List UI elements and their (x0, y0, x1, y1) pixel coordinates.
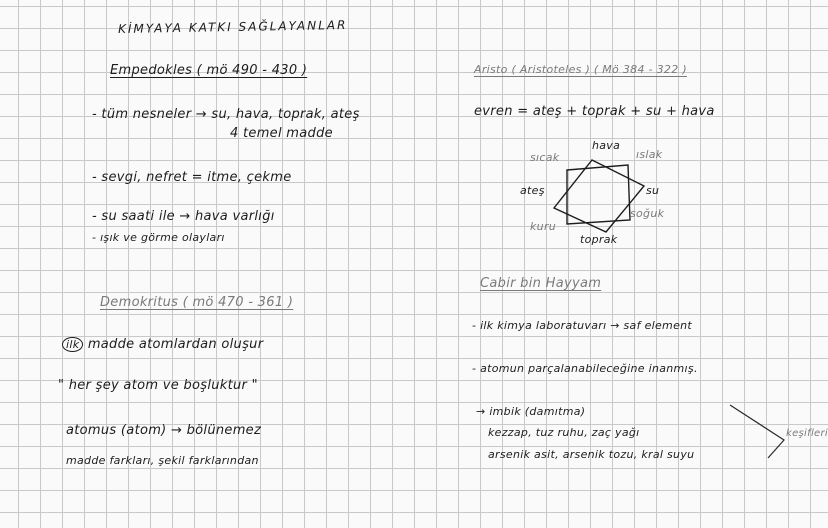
diagram-bottom-right: soğuk (630, 207, 665, 220)
cabir-line-3: → imbik (damıtma) (476, 405, 586, 418)
diagram-bottom: toprak (580, 233, 618, 246)
empedokles-line-1: - tüm nesneler → su, hava, toprak, ateş (92, 107, 360, 122)
diagram-left: ateş (520, 184, 545, 197)
page-title: KİMYAYA KATKI SAĞLAYANLAR (117, 17, 348, 37)
diagram-right: su (646, 184, 660, 197)
cabir-line-5: arsenik asit, arsenik tozu, kral suyu (488, 448, 695, 461)
annotation-label: keşifleri (786, 428, 828, 439)
diagram-top: hava (592, 139, 621, 152)
diagram-top-left: sıcak (530, 151, 560, 164)
empedokles-line-2: 4 temel madde (230, 126, 333, 141)
aristo-heading: Aristo ( Aristoteles ) ( Mö 384 - 322 ) (474, 63, 687, 76)
aristo-formula: evren = ateş + toprak + su + hava (474, 104, 715, 119)
demokritus-line-1-text: madde atomlardan oluşur (87, 337, 264, 352)
diagram-top-right: ıslak (636, 148, 663, 161)
empedokles-line-5: - ışık ve görme olayları (92, 231, 225, 244)
cabir-heading: Cabir bin Hayyam (480, 276, 602, 291)
demokritus-line-3: atomus (atom) → bölünemez (66, 423, 262, 438)
empedokles-line-3: - sevgi, nefret = itme, çekme (92, 170, 292, 185)
demokritus-line-4: madde farkları, şekil farklarından (66, 454, 259, 467)
demokritus-line-2: " her şey atom ve boşluktur " (58, 378, 258, 393)
diagram-bottom-left: kuru (530, 220, 557, 233)
cabir-line-1: - ilk kimya laboratuvarı → saf element (472, 319, 693, 332)
empedokles-line-4: - su saati ile → hava varlığı (92, 209, 275, 224)
bracket-arrow-icon (730, 405, 784, 458)
cabir-line-4: kezzap, tuz ruhu, zaç yağı (488, 426, 640, 439)
empedokles-heading: Empedokles ( mö 490 - 430 ) (110, 63, 308, 78)
ilk-marker: ilk (62, 337, 83, 352)
demokritus-heading: Demokritus ( mö 470 - 361 ) (100, 295, 294, 310)
cabir-line-2: - atomun parçalanabileceğine inanmış. (472, 362, 698, 375)
